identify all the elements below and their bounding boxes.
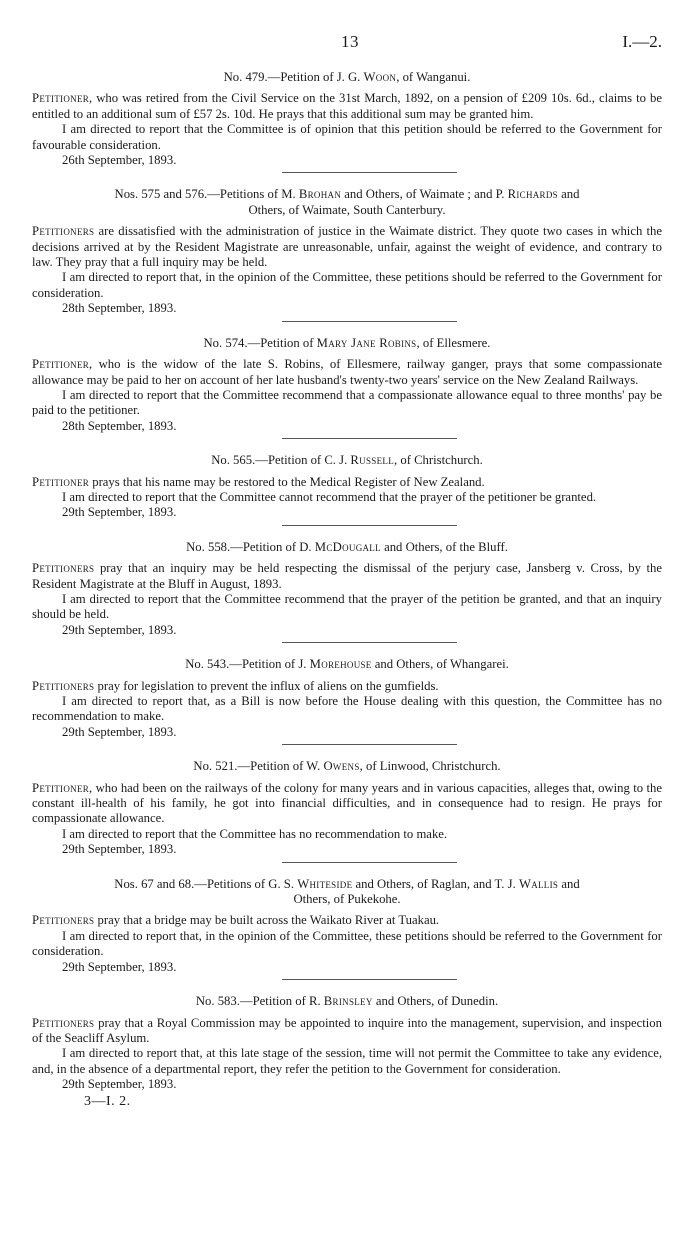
petition-entry: [32, 759, 662, 862]
petition-title: No. 479.—Petition of J. G. Woon, of Wanganui.: [223, 70, 471, 84]
section-divider: [282, 525, 457, 526]
report-date: 28th September, 1893.: [62, 418, 177, 433]
report-date: 29th September, 1893.: [62, 622, 177, 637]
petition-body: Petitioner, who had been on the railways of the colony for many years and in various capacities, alleges that, owing to the constant ill-health of his family, he got into financial difficulties, and in consequence had to resign. He prays for compassionate allowance.: [32, 780, 662, 826]
section-divider: [282, 642, 457, 643]
committee-report: I am directed to report that the Committee is of opinion that this petition should be referred to the Government for favourable consideration.: [32, 122, 662, 152]
petition-body: Petitioner prays that his name may be restored to the Medical Register of New Zealand.: [32, 474, 485, 489]
committee-report: I am directed to report that the Committee recommend that the prayer of the petition be granted, and that an inquiry should be held.: [32, 591, 662, 622]
petition-title: Nos. 67 and 68.—Petitions of G. S. Whiteside and Others, of Raglan, and T. J. Wallis and Others, of Pukekohe.: [114, 876, 580, 907]
section-divider: [282, 744, 457, 745]
petition-title: Nos. 575 and 576.—Petitions of M. Brohan and Others, of Waimate ; and P. Richards and Others, of Waimate, South Canterbury.: [114, 187, 580, 217]
report-date: 29th September, 1893.: [62, 505, 177, 520]
petition-title: No. 558.—Petition of D. McDougall and Others, of the Bluff.: [186, 539, 508, 554]
section-divider: [282, 862, 457, 863]
petition-entry: [32, 877, 662, 980]
report-date: 29th September, 1893.: [62, 1077, 177, 1092]
petition-title: No. 565.—Petition of C. J. Russell, of Christchurch.: [211, 453, 483, 468]
signature-mark: 3—I. 2.: [84, 1093, 131, 1109]
section-divider: [282, 321, 457, 322]
petition-title: No. 543.—Petition of J. Morehouse and Others, of Whangarei.: [185, 657, 509, 672]
petition-entry: [32, 657, 662, 745]
report-date: 29th September, 1893.: [62, 842, 177, 857]
petition-entry: [32, 453, 662, 526]
petition-entry: [32, 994, 662, 1092]
petition-body: Petitioners pray that a Royal Commission may be appointed to inquire into the management, supervision, and inspection of the Seacliff Asylum.: [32, 1015, 662, 1045]
committee-report: I am directed to report that the Committee has no recommendation to make.: [62, 826, 448, 841]
committee-report: I am directed to report that the Committee cannot recommend that the prayer of the petitioner be granted.: [62, 489, 597, 504]
committee-report: I am directed to report that, in the opinion of the Committee, these petitions should be referred to the Government for consideration.: [32, 928, 662, 959]
committee-report: I am directed to report that the Committee recommend that a compassionate allowance equal to three months' pay be paid to the petitioner.: [32, 387, 662, 418]
petition-body: Petitioners pray for legislation to prevent the influx of aliens on the gumfields.: [32, 678, 439, 693]
petition-title: No. 521.—Petition of W. Owens, of Linwood, Christchurch.: [193, 759, 501, 774]
petitions-list: [32, 70, 662, 1109]
petition-title: No. 574.—Petition of Mary Jane Robins, of Ellesmere.: [203, 335, 491, 350]
paper-reference: I.—2.: [622, 32, 662, 51]
petition-entry: [32, 187, 662, 321]
petition-body: Petitioner, who is the widow of the late S. Robins, of Ellesmere, railway ganger, prays that some compassionate allowance may be paid to her on account of her late husband's twenty-two years' service on the New Zealand Railways.: [32, 357, 662, 387]
report-date: 29th September, 1893.: [62, 959, 177, 974]
committee-report: I am directed to report that, at this late stage of the session, time will not permit the Committee to take any evidence, and, in the absence of a departmental report, they refer the petition to the Government for consideration.: [32, 1046, 662, 1076]
page-number: 13: [341, 32, 359, 51]
petition-entry: [32, 540, 662, 643]
petition-body: Petitioners pray that an inquiry may be held respecting the dismissal of the perjury case, Jansberg v. Cross, by the Resident Magistrate at the Bluff in August, 1893.: [32, 561, 662, 591]
petition-title: No. 583.—Petition of R. Brinsley and Others, of Dunedin.: [195, 994, 499, 1009]
petition-body: Petitioner, who was retired from the Civil Service on the 31st March, 1892, on a pension of £209 10s. 6d., claims to be entitled to an additional sum of £57 2s. 10d. He prays that this additional sum may be granted him.: [32, 91, 662, 121]
petition-entry: [32, 70, 662, 173]
report-date: 29th September, 1893.: [62, 724, 177, 739]
report-date: 28th September, 1893.: [62, 301, 177, 316]
petition-body: Petitioners are dissatisfied with the administration of justice in the Waimate district. They quote two cases in which the decisions arrived at by the Resident Magistrate are unreasonable, unfair, against the weight of evidence, and contrary to law. They pray that a full inquiry may be held.: [32, 224, 662, 270]
section-divider: [282, 979, 457, 980]
report-date: 26th September, 1893.: [62, 153, 177, 168]
section-divider: [282, 172, 457, 173]
section-divider: [282, 438, 457, 439]
petition-entry: [32, 336, 662, 439]
committee-report: I am directed to report that, in the opinion of the Committee, these petitions should be referred to the Government for consideration.: [32, 270, 662, 300]
petition-body: Petitioners pray that a bridge may be built across the Waikato River at Tuakau.: [32, 913, 440, 928]
committee-report: I am directed to report that, as a Bill is now before the House dealing with this question, the Committee has no recommendation to make.: [32, 694, 662, 724]
